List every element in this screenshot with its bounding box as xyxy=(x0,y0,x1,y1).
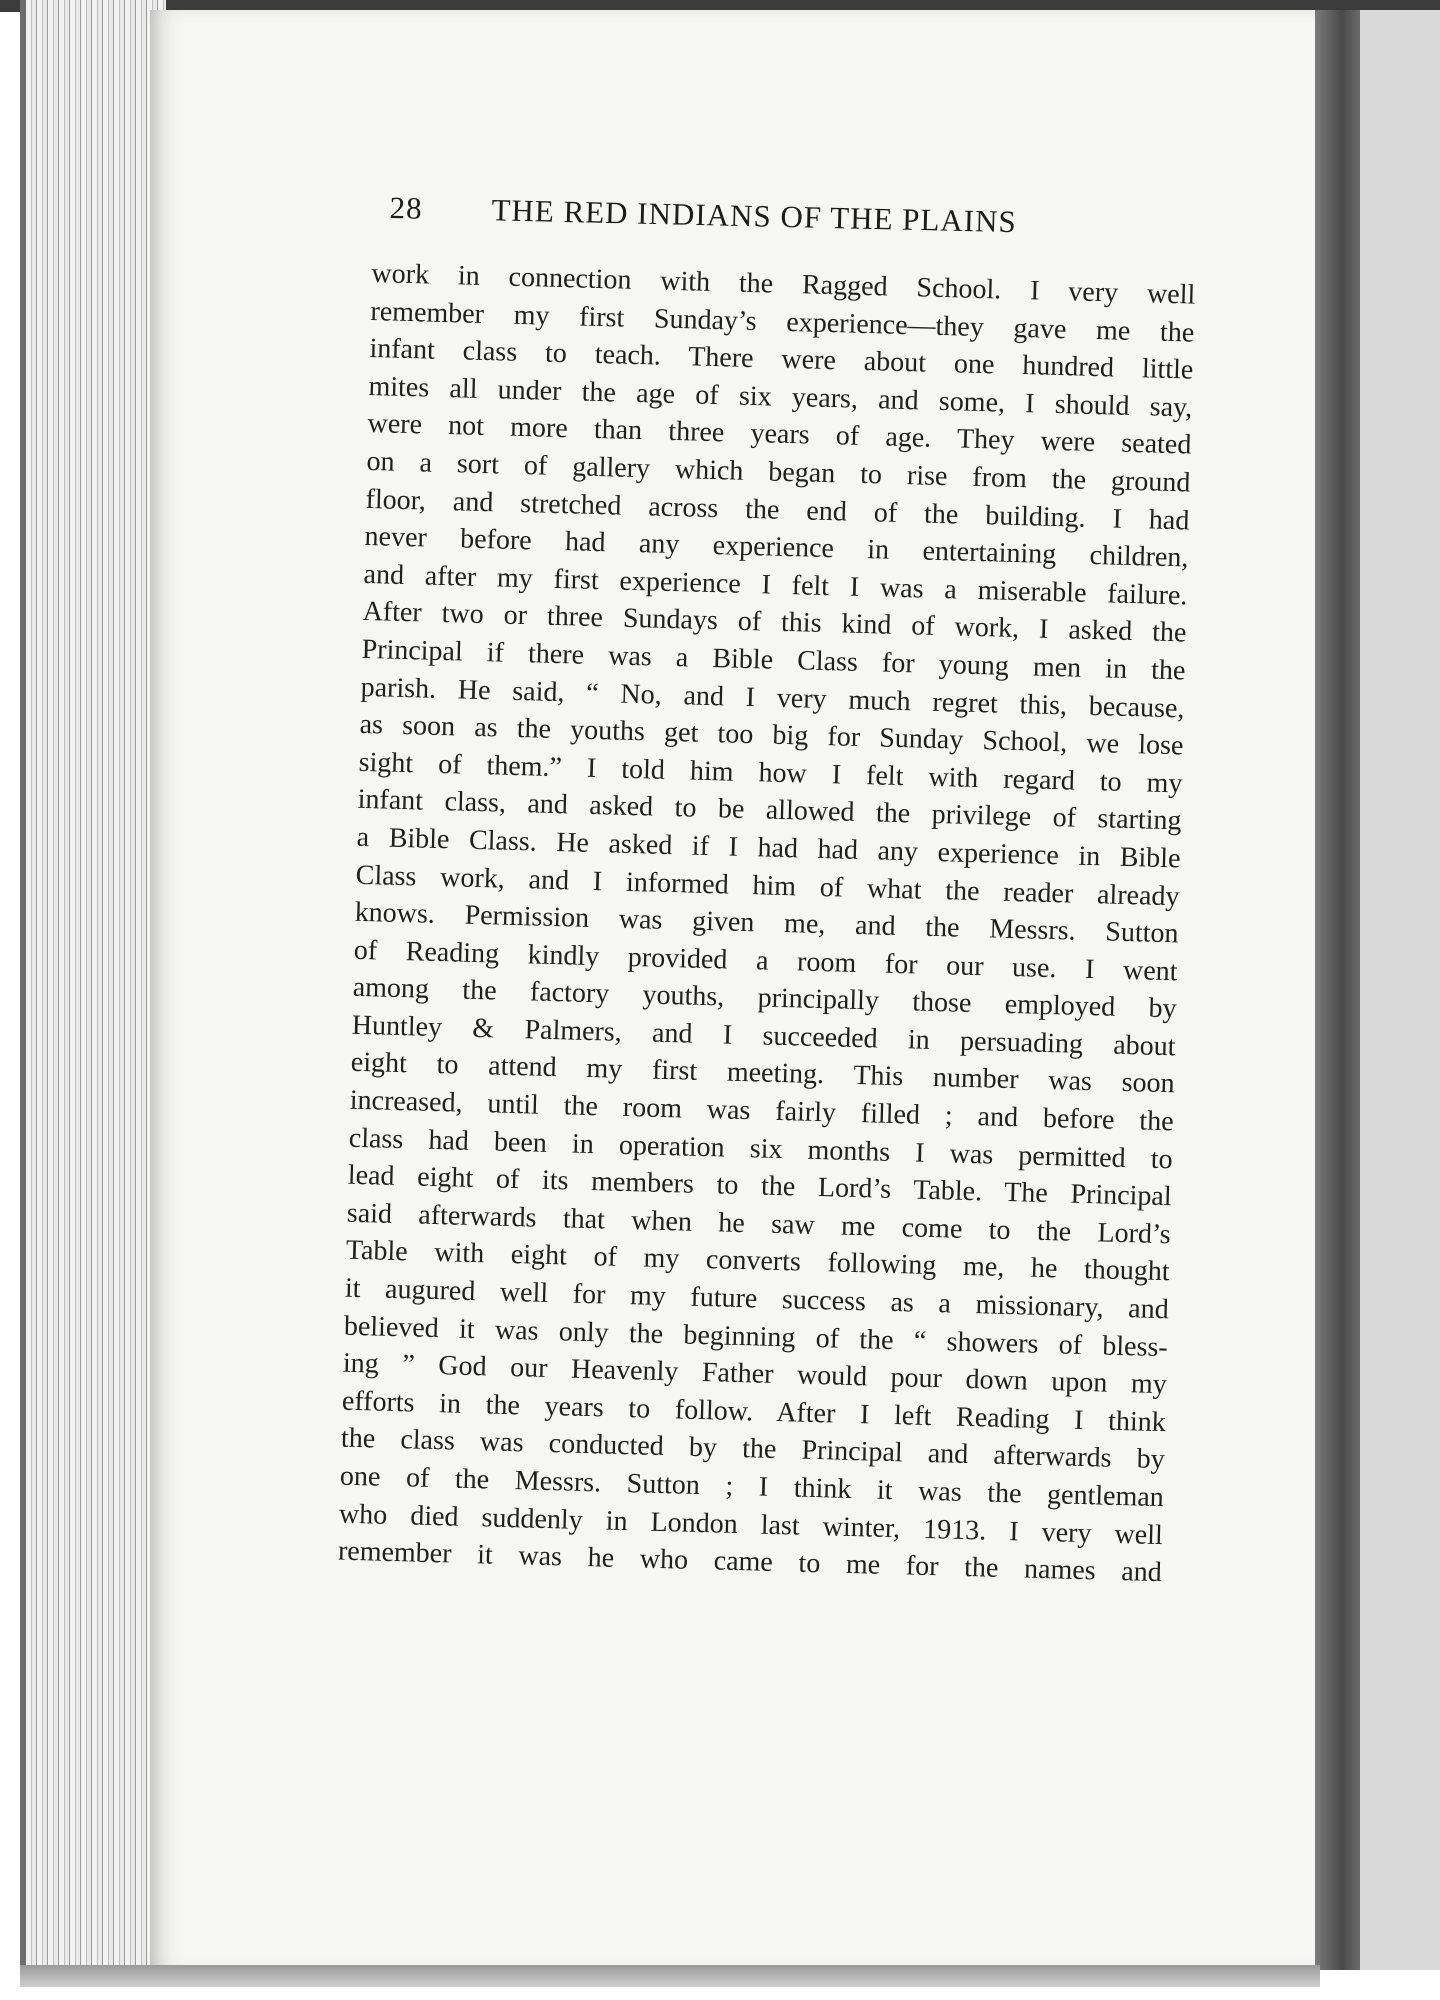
text-line: remember my first Sunday’s experience—they gave me the xyxy=(370,295,1195,349)
text-line: eight to attend my first meeting. This number was soon xyxy=(350,1047,1175,1100)
text-line: ing ” God our Heavenly Father would pour down upon my xyxy=(342,1347,1168,1401)
text-line: sight of them.” I told him how I felt with regard to my xyxy=(358,746,1183,800)
text-line: efforts in the years to follow. After I left Reading I think xyxy=(341,1385,1167,1438)
page-number: 28 xyxy=(389,190,423,226)
text-line: a Bible Class. He asked if I had had any experience in Bible xyxy=(356,821,1181,875)
text-line: who died suddenly in London last winter, 1913. I very well xyxy=(338,1498,1164,1551)
text-line: increased, until the room was fairly filled ; and before the xyxy=(349,1084,1174,1138)
text-line: Huntley & Palmers, and I succeeded in persuading about xyxy=(351,1009,1176,1063)
bottom-edge-shadow xyxy=(20,1965,1320,1987)
text-line: work in connection with the Ragged School. I very well xyxy=(371,257,1196,311)
text-line: mites all under the age of six years, and some, I should say, xyxy=(368,370,1193,424)
fanned-page-edges xyxy=(20,0,166,1985)
body-text xyxy=(338,255,1196,1592)
text-line: among the factory youths, principally those employed by xyxy=(352,972,1177,1025)
text-line: class had been in operation six months I was permitted to xyxy=(348,1122,1174,1175)
text-line: as soon as the youths get too big for Sunday School, we lose xyxy=(359,708,1184,762)
text-line: Principal if there was a Bible Class for young men in the xyxy=(361,633,1186,687)
facing-page xyxy=(1360,10,1440,1970)
text-line: one of the Messrs. Sutton ; I think it was the gentleman xyxy=(339,1460,1165,1514)
text-line: it augured well for my future success as a missionary, and xyxy=(344,1272,1170,1326)
text-line: and after my first experience I felt I was a miserable failure. xyxy=(363,558,1188,612)
book-gutter xyxy=(1315,10,1360,1970)
book-title: THE RED INDIANS OF THE PLAINS xyxy=(491,192,1018,240)
text-line: infant class to teach. There were about one hundred little xyxy=(369,333,1194,386)
text-line: said afterwards that when he saw me come to the Lord’s xyxy=(346,1197,1172,1251)
text-line: infant class, and asked to be allowed the privilege of starting xyxy=(357,784,1182,837)
text-line: knows. Permission was given me, and the Messrs. Sutton xyxy=(354,896,1179,950)
text-line: never before had any experience in entertaining children, xyxy=(364,521,1189,574)
text-line: of Reading kindly provided a room for our use. I went xyxy=(353,934,1178,988)
text-line: remember it was he who came to me for the names and xyxy=(337,1535,1163,1589)
text-line: on a sort of gallery which began to rise from the ground xyxy=(366,445,1191,499)
text-line: After two or three Sundays of this kind of work, I asked the xyxy=(362,596,1187,649)
text-line: the class was conducted by the Principal and afterwards by xyxy=(340,1423,1166,1476)
text-line: lead eight of its members to the Lord’s Table. The Principal xyxy=(347,1159,1173,1213)
text-line: Table with eight of my converts following me, he thought xyxy=(345,1235,1171,1288)
text-line: believed it was only the beginning of the “ showers of bless- xyxy=(343,1310,1169,1363)
text-line: floor, and stretched across the end of the building. I had xyxy=(365,483,1190,537)
text-line: parish. He said, “ No, and I very much regret this, because, xyxy=(360,671,1185,724)
text-line: Class work, and I informed him of what the reader already xyxy=(355,859,1180,912)
text-line: were not more than three years of age. They were seated xyxy=(367,408,1192,461)
